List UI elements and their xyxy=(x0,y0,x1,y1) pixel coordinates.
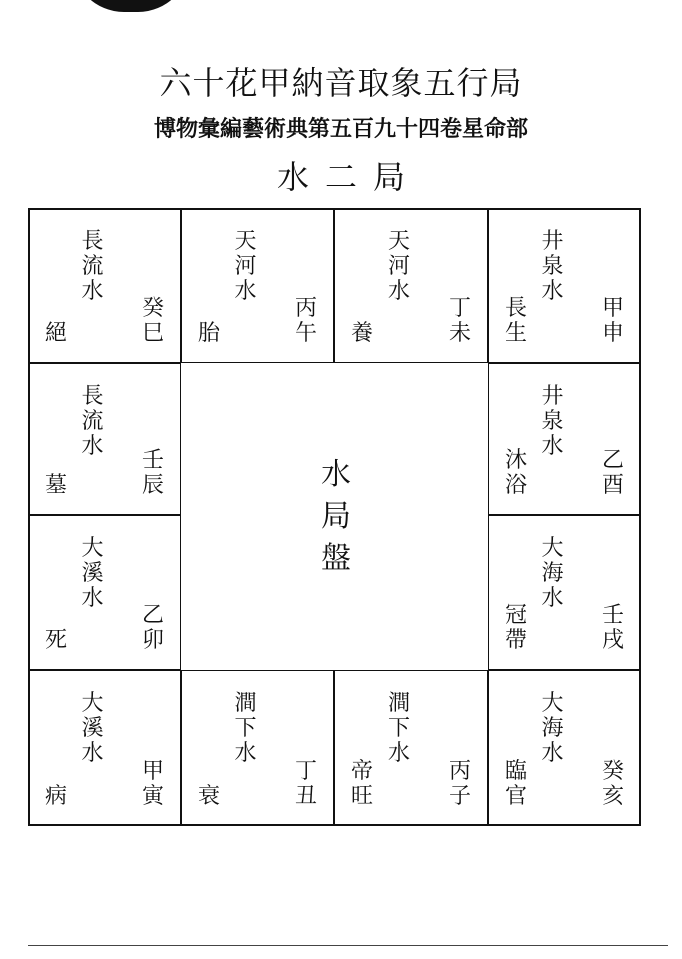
element-name: 大 溪 水 xyxy=(81,536,104,611)
ganzhi-label: 丁 丑 xyxy=(294,759,317,809)
page-title: 六十花甲納音取象五行局 xyxy=(159,64,523,102)
palace-cell xyxy=(488,670,641,826)
corner-ink-mark xyxy=(72,0,190,12)
palace-cell xyxy=(488,363,641,515)
life-stage-label: 養 xyxy=(351,321,374,346)
life-stage-label: 臨 官 xyxy=(505,759,528,809)
palace-cell xyxy=(181,670,334,826)
chart-heading: 水二局 xyxy=(276,158,421,196)
element-name: 大 海 水 xyxy=(541,691,564,766)
center-label xyxy=(184,363,488,670)
ganzhi-label: 丙 子 xyxy=(448,759,471,809)
life-stage-label: 胎 xyxy=(198,321,221,346)
ganzhi-label: 癸 亥 xyxy=(601,759,624,809)
ganzhi-label: 甲 申 xyxy=(601,296,624,346)
palace-cell xyxy=(28,208,181,363)
ganzhi-label: 丙 午 xyxy=(294,296,317,346)
life-stage-label: 絕 xyxy=(45,321,68,346)
life-stage-label: 帝 旺 xyxy=(351,759,374,809)
element-name: 澗 下 水 xyxy=(388,691,411,766)
water-bureau-chart xyxy=(28,208,641,826)
life-stage-label: 長 生 xyxy=(505,296,528,346)
life-stage-label: 墓 xyxy=(45,473,68,498)
source-subtitle: 博物彙編藝術典第五百九十四卷星命部 xyxy=(153,116,528,142)
element-name: 井 泉 水 xyxy=(541,229,564,304)
palace-cell xyxy=(334,208,488,363)
ganzhi-label: 壬 戌 xyxy=(601,603,624,653)
palace-cell xyxy=(488,515,641,670)
palace-cell xyxy=(28,363,181,515)
center-char: 水 xyxy=(321,456,351,492)
center-char: 盤 xyxy=(321,540,351,576)
element-name: 天 河 水 xyxy=(388,229,411,304)
life-stage-label: 病 xyxy=(45,784,68,809)
life-stage-label: 死 xyxy=(45,628,68,653)
ganzhi-label: 乙 卯 xyxy=(141,603,164,653)
palace-cell xyxy=(488,208,641,363)
life-stage-label: 冠 帶 xyxy=(505,603,528,653)
ganzhi-label: 壬 辰 xyxy=(141,448,164,498)
center-char: 局 xyxy=(321,498,351,534)
element-name: 長 流 水 xyxy=(81,384,104,459)
element-name: 大 海 水 xyxy=(541,536,564,611)
ganzhi-label: 甲 寅 xyxy=(141,759,164,809)
element-name: 澗 下 水 xyxy=(234,691,257,766)
ganzhi-label: 丁 未 xyxy=(448,296,471,346)
footer-rule xyxy=(28,945,668,946)
life-stage-label: 衰 xyxy=(198,784,221,809)
palace-cell xyxy=(28,515,181,670)
ganzhi-label: 癸 巳 xyxy=(141,296,164,346)
element-name: 天 河 水 xyxy=(234,229,257,304)
element-name: 井 泉 水 xyxy=(541,384,564,459)
palace-cell xyxy=(334,670,488,826)
ganzhi-label: 乙 酉 xyxy=(601,448,624,498)
palace-cell xyxy=(28,670,181,826)
palace-cell xyxy=(181,208,334,363)
life-stage-label: 沐 浴 xyxy=(505,448,528,498)
element-name: 大 溪 水 xyxy=(81,691,104,766)
element-name: 長 流 水 xyxy=(81,229,104,304)
